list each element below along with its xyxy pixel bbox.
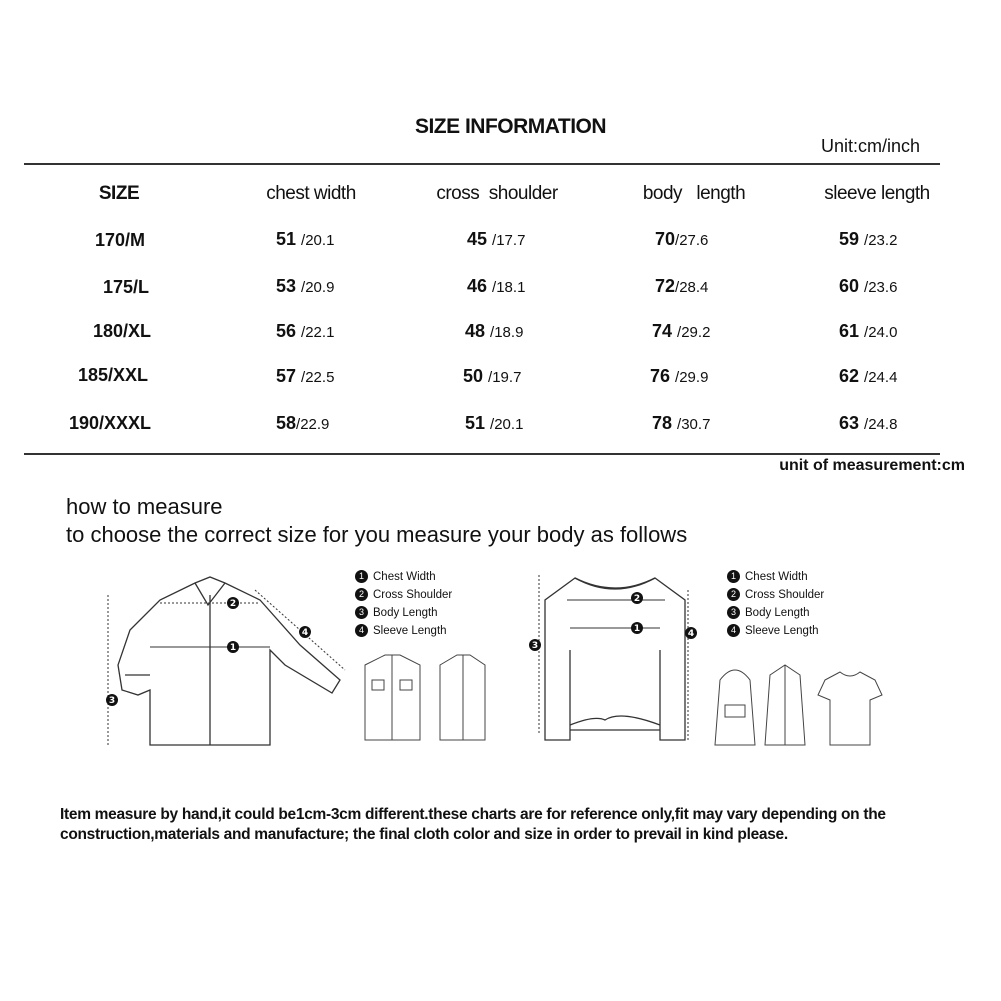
value-cm: 72 <box>655 276 676 296</box>
table-cell <box>276 366 334 387</box>
marker-2-label: 2 <box>229 599 237 609</box>
jacket-thumbnails <box>345 650 505 750</box>
marker-4-label: 4 <box>687 629 695 639</box>
row-size-label: 180/XL <box>92 321 152 341</box>
legend-right <box>727 568 824 640</box>
table-cell <box>652 321 710 342</box>
number-badge: 4 <box>727 624 740 637</box>
row-size-label: 170/M <box>94 230 146 250</box>
legend-item: 3 Body Length <box>355 604 452 622</box>
table-cell <box>839 366 897 387</box>
how-to-measure <box>66 493 687 549</box>
header-chest-width: chest width <box>266 183 356 204</box>
value-cm: 78 <box>652 413 673 433</box>
value-cm: 48 <box>465 321 486 341</box>
table-cell <box>276 321 334 342</box>
number-badge: 2 <box>355 588 368 601</box>
value-cm: 70 <box>655 229 676 249</box>
header-sleeve-length: sleeve length <box>824 183 930 204</box>
table-cell <box>465 413 523 434</box>
number-badge: 3 <box>355 606 368 619</box>
disclaimer: Item measure by hand,it could be1cm-3cm different.these charts are for reference only,fit may vary depending on the construction,materials and manufacture; the final cloth color and size in order to prevail in kind please. <box>60 806 886 843</box>
legend-item: 4 Sleeve Length <box>727 622 824 640</box>
table-cell <box>463 366 521 387</box>
how-to-title: how to measure <box>66 494 223 519</box>
table-cell <box>839 229 897 250</box>
number-badge: 4 <box>355 624 368 637</box>
value-cm: 53 <box>276 276 297 296</box>
page-title: SIZE INFORMATION <box>414 115 607 138</box>
value-inch: /24.0 <box>864 324 898 341</box>
marker-1-label: 1 <box>229 643 237 653</box>
table-cell <box>276 229 334 250</box>
value-cm: 56 <box>276 321 297 341</box>
value-inch: /24.8 <box>864 416 898 433</box>
value-inch: /20.9 <box>301 279 335 296</box>
row-size-label: 175/L <box>102 277 150 297</box>
table-cell <box>839 276 897 297</box>
legend-item: 4 Sleeve Length <box>355 622 452 640</box>
marker-3-label: 3 <box>108 696 116 706</box>
table-cell <box>467 276 525 297</box>
table-cell <box>467 229 525 250</box>
value-inch: /20.1 <box>490 416 524 433</box>
table-bottom-rule <box>24 453 940 455</box>
table-top-rule <box>24 163 940 165</box>
value-inch: /29.9 <box>675 369 709 386</box>
legend-item: 1 Chest Width <box>727 568 824 586</box>
value-inch: /22.1 <box>301 324 335 341</box>
value-inch: /30.7 <box>677 416 711 433</box>
marker-1-label: 1 <box>633 624 641 634</box>
value-cm: 45 <box>467 229 488 249</box>
value-inch: /18.9 <box>490 324 524 341</box>
number-badge: 1 <box>727 570 740 583</box>
value-inch: /23.6 <box>864 279 898 296</box>
value-cm: 51 <box>465 413 486 433</box>
value-inch: /20.1 <box>301 232 335 249</box>
header-cross-shoulder: cross shoulder <box>436 183 558 204</box>
value-inch: /24.4 <box>864 369 898 386</box>
value-inch: /22.9 <box>296 416 330 433</box>
tshirt-icon <box>818 672 882 745</box>
header-body-length: body length <box>642 183 746 204</box>
measurement-unit-note: unit of measurement:cm <box>779 457 965 474</box>
unit-label: Unit:cm/inch <box>821 136 921 156</box>
value-inch: /23.2 <box>864 232 898 249</box>
sweater-diagram <box>525 570 705 750</box>
legend-item: 1 Chest Width <box>355 568 452 586</box>
table-cell <box>839 413 897 434</box>
legend-item: 3 Body Length <box>727 604 824 622</box>
value-cm: 62 <box>839 366 860 386</box>
table-cell <box>465 321 523 342</box>
value-inch: /19.7 <box>488 369 522 386</box>
number-badge: 1 <box>355 570 368 583</box>
table-cell <box>276 413 329 434</box>
number-badge: 2 <box>727 588 740 601</box>
legend-item: 2 Cross Shoulder <box>727 586 824 604</box>
shirt-markers <box>100 575 360 755</box>
value-inch: /17.7 <box>492 232 526 249</box>
row-size-label: 185/XXL <box>77 365 149 385</box>
hoodie-icon <box>715 670 755 745</box>
header-size: SIZE <box>98 183 140 204</box>
value-cm: 74 <box>652 321 673 341</box>
value-cm: 50 <box>463 366 484 386</box>
top-thumbnails <box>710 660 910 755</box>
value-inch: /28.4 <box>675 279 709 296</box>
value-cm: 57 <box>276 366 297 386</box>
table-cell <box>652 413 710 434</box>
value-cm: 59 <box>839 229 860 249</box>
value-inch: /22.5 <box>301 369 335 386</box>
number-badge: 3 <box>727 606 740 619</box>
value-cm: 51 <box>276 229 297 249</box>
value-cm: 63 <box>839 413 860 433</box>
value-cm: 46 <box>467 276 488 296</box>
value-cm: 60 <box>839 276 860 296</box>
value-cm: 76 <box>650 366 671 386</box>
row-size-label: 190/XXXL <box>68 413 152 433</box>
marker-3-label: 3 <box>531 641 539 651</box>
legend-item: 2 Cross Shoulder <box>355 586 452 604</box>
table-cell <box>839 321 897 342</box>
table-cell <box>276 276 334 297</box>
table-cell <box>650 366 708 387</box>
value-inch: /27.6 <box>675 232 709 249</box>
legend-left <box>355 568 452 640</box>
table-cell <box>655 229 708 250</box>
value-inch: /18.1 <box>492 279 526 296</box>
table-cell <box>655 276 708 297</box>
how-to-subtitle: to choose the correct size for you measure your body as follows <box>66 522 688 547</box>
value-cm: 58 <box>276 413 297 433</box>
value-cm: 61 <box>839 321 860 341</box>
value-inch: /29.2 <box>677 324 711 341</box>
marker-4-label: 4 <box>301 628 309 638</box>
marker-2-label: 2 <box>633 594 641 604</box>
